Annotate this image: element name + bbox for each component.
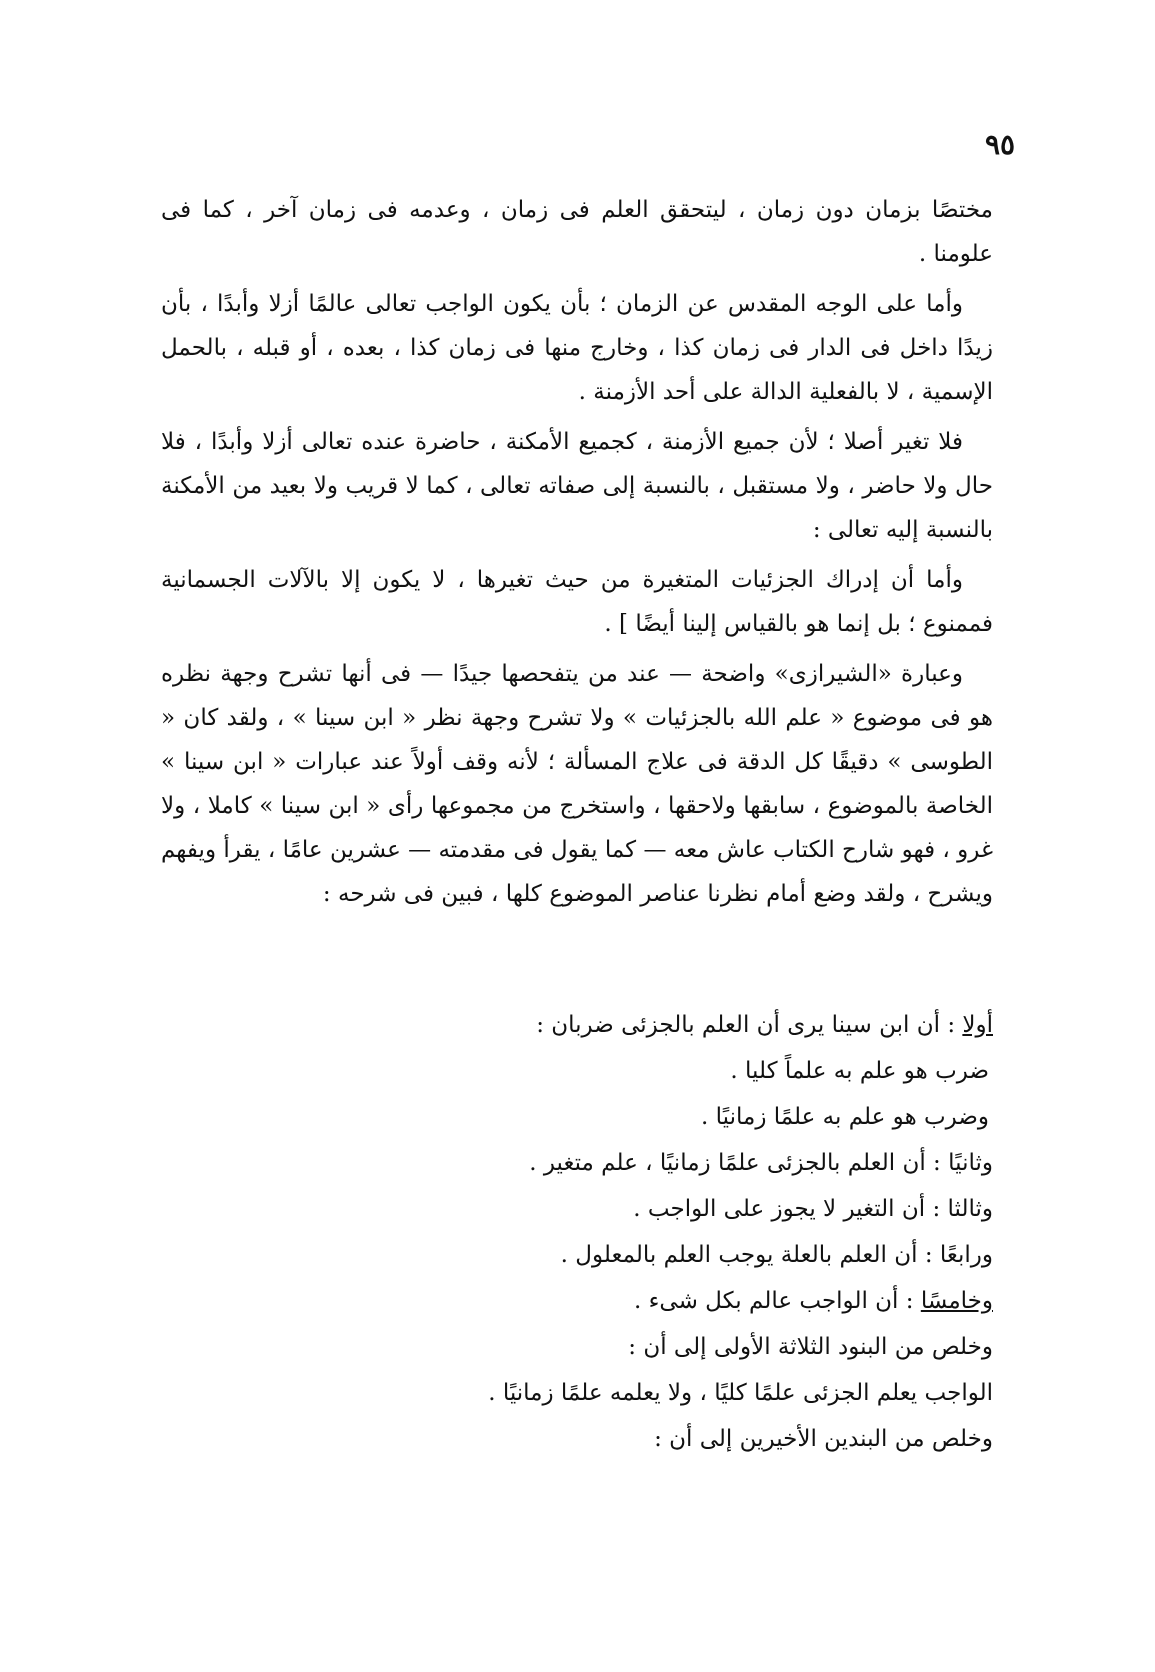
item-label: وثالثا [947, 1196, 993, 1222]
item-text: : أن التغير لا يجوز على الواجب . [633, 1196, 941, 1222]
paragraph: فلا تغير أصلا ؛ لأن جميع الأزمنة ، كجميع الأمكنة ، حاضرة عنده تعالى أزلا وأبدًا ، فلا حال ولا حاضر ، ولا مستقبل ، بالنسبة إلى صفاته تعالى ، كما لا قريب ولا بعيد من الأمكنة بالنسبة إليه تعالى : [161, 429, 993, 543]
list-item [353, 1232, 993, 1278]
list-item [353, 1186, 993, 1232]
item-label: أولا [962, 1012, 993, 1038]
list-item [353, 1278, 993, 1324]
item-text: : أن العلم بالعلة يوجب العلم بالمعلول . [560, 1242, 933, 1268]
conclusion-line: وخلص من البنود الثلاثة الأولى إلى أن : [628, 1334, 993, 1360]
paragraph: مختصًا بزمان دون زمان ، ليتحقق العلم فى زمان ، وعدمه فى زمان آخر ، كما فى علومنا . [161, 197, 993, 267]
conclusion-line: وخلص من البندين الأخيرين إلى أن : [654, 1426, 993, 1452]
paragraph: وأما أن إدراك الجزئيات المتغيرة من حيث تغيرها ، لا يكون إلا بالآلات الجسمانية فممنوع ؛ بل إنما هو بالقياس إلينا أيضًا ] . [161, 567, 993, 637]
item-text: : أن الواجب عالم بكل شىء . [633, 1288, 914, 1314]
list-item [353, 1002, 993, 1048]
list-item [353, 1140, 993, 1186]
paragraph: وأما على الوجه المقدس عن الزمان ؛ بأن يكون الواجب تعالى عالمًا أزلا وأبدًا ، بأن زيدًا داخل فى الدار فى زمان كذا ، وخارج منها فى زمان كذا ، بعده ، أو قبله ، بالحمل الإسمية ، لا بالفعلية الدالة على أحد الأزمنة . [161, 291, 993, 405]
list-subitem: ضرب هو علم به علماً كليا . [730, 1058, 989, 1084]
item-label: وثانيًا [948, 1150, 993, 1176]
page-number: ٩٥ [985, 128, 1016, 161]
item-text: : أن ابن سينا يرى أن العلم بالجزئى ضربان : [536, 1012, 956, 1038]
points-list [353, 1002, 993, 1462]
conclusion-text: الواجب يعلم الجزئى علمًا كليًا ، ولا يعلمه علمًا زمانيًا . [488, 1380, 993, 1406]
item-label: وخامسًا [920, 1288, 993, 1314]
paragraph: وعبارة «الشيرازى» واضحة — عند من يتفحصها جيدًا — فى أنها تشرح وجهة نظره هو فى موضوع « علم الله بالجزئيات » ولا تشرح وجهة نظر « ابن سينا » ، ولقد كان « الطوسى » دقيقًا كل الدقة فى علاج المسألة ؛ لأنه وقف أولاً عند عبارات « ابن سينا » الخاصة بالموضوع ، سابقها ولاحقها ، واستخرج من مجموعها رأى « ابن سينا » كاملا ، ولا غرو ، فهو شارح الكتاب عاش معه — كما يقول فى مقدمته — عشرين عامًا ، يقرأ ويفهم ويشرح ، ولقد وضع أمام نظرنا عناصر الموضوع كلها ، فبين فى شرحه : [161, 661, 993, 907]
item-text: : أن العلم بالجزئى علمًا زمانيًا ، علم متغير . [529, 1150, 941, 1176]
list-subitem: وضرب هو علم به علمًا زمانيًا . [701, 1104, 989, 1130]
body-text [161, 188, 993, 922]
item-label: ورابعًا [939, 1242, 993, 1268]
